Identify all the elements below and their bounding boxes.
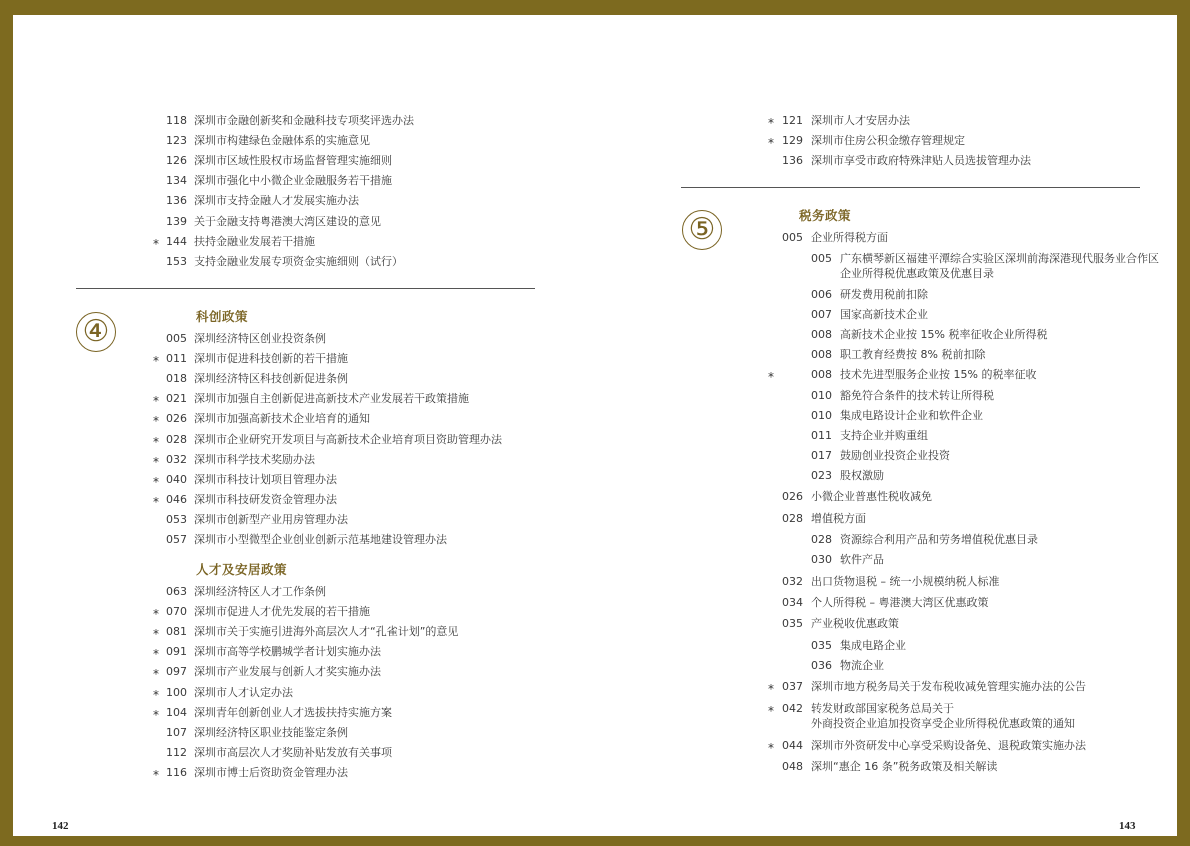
entry-title: 深圳市人才认定办法	[194, 685, 293, 699]
entry-page-number: 121	[782, 114, 803, 127]
entry-title: 高新技术企业按 15% 税率征收企业所得税	[840, 328, 1048, 342]
entry-page-number: 010	[811, 408, 832, 422]
entry-page-number: 032	[782, 574, 803, 588]
asterisk-marker: *	[768, 136, 774, 151]
toc-entry	[13, 213, 593, 231]
entry-title: 物流企业	[840, 658, 884, 672]
toc-entry	[13, 330, 593, 348]
toc-entry	[595, 427, 1175, 445]
section-4-number: ④	[76, 312, 116, 352]
entry-title: 深圳“惠企 16 条”税务政策及相关解读	[811, 760, 998, 773]
asterisk-marker: *	[153, 236, 159, 251]
entry-title: 深圳市小型微型企业创业创新示范基地建设管理办法	[194, 533, 447, 546]
toc-entry	[595, 407, 1175, 425]
toc-entry	[13, 152, 593, 170]
entry-title: 深圳市产业发展与创新人才奖实施办法	[194, 665, 381, 679]
entry-page-number: 139	[166, 214, 187, 228]
toc-entry	[13, 370, 593, 388]
entry-page-number: 017	[811, 448, 832, 462]
toc-entry	[595, 637, 1175, 655]
asterisk-marker: *	[768, 370, 774, 385]
entry-page-number: 046	[166, 492, 187, 506]
entry-title: 关于金融支持粤港澳大湾区建设的意见	[194, 214, 381, 228]
entry-title: 深圳市高等学校鹏城学者计划实施办法	[194, 645, 381, 659]
entry-title: 深圳市人才安居办法	[811, 114, 910, 127]
entry-page-number: 057	[166, 533, 187, 546]
entry-title: 技术先进型服务企业按 15% 的税率征收	[840, 368, 1037, 382]
toc-entry	[595, 551, 1175, 569]
toc-entry	[13, 623, 593, 641]
heading-tech-innovation: 科创政策	[196, 309, 249, 324]
toc-entry	[595, 229, 1175, 247]
entry-page-number: 030	[811, 553, 832, 567]
entry-title: 深圳市高层次人才奖励补贴发放有关事项	[194, 745, 392, 759]
heading-talent-housing: 人才及安居政策	[196, 562, 288, 577]
entry-page-number: 144	[166, 234, 187, 248]
entry-title: 深圳市地方税务局关于发布税收减免管理实施办法的公告	[811, 680, 1086, 694]
entry-title: 扶持金融业发展若干措施	[194, 234, 315, 248]
asterisk-marker: *	[153, 707, 159, 722]
entry-page-number: 091	[166, 645, 187, 659]
entry-title: 资源综合利用产品和劳务增值税优惠目录	[840, 533, 1038, 547]
toc-entry	[595, 387, 1175, 405]
entry-page-number: 023	[811, 468, 832, 482]
toc-entry	[13, 112, 593, 130]
toc-entry	[13, 410, 593, 428]
entry-page-number: 036	[811, 658, 832, 672]
entry-page-number: 005	[811, 252, 832, 266]
entry-page-number: 026	[782, 490, 803, 504]
entry-page-number: 011	[811, 428, 832, 442]
entry-page-number: 100	[166, 685, 187, 699]
toc-entry	[13, 233, 593, 251]
asterisk-marker: *	[768, 682, 774, 697]
entry-page-number: 035	[782, 617, 803, 631]
entry-title: 产业税收优惠政策	[811, 617, 899, 631]
entry-title: 深圳市享受市政府特殊津贴人员选拔管理办法	[811, 154, 1031, 168]
entry-page-number: 104	[166, 705, 187, 719]
toc-entry	[595, 737, 1175, 755]
toc-entry	[13, 583, 593, 601]
entry-page-number: 008	[811, 328, 832, 342]
toc-entry	[595, 615, 1175, 633]
toc-entry	[13, 531, 593, 549]
entry-title: 深圳市创新型产业用房管理办法	[194, 512, 348, 526]
entry-page-number: 123	[166, 134, 187, 148]
asterisk-marker: *	[768, 116, 774, 130]
toc-entry	[595, 467, 1175, 485]
entry-title: 深圳市科技研发资金管理办法	[194, 492, 337, 506]
toc-entry	[595, 594, 1175, 612]
entry-page-number: 006	[811, 288, 832, 301]
entry-title: 鼓励创业投资企业投资	[840, 448, 950, 462]
entry-title: 支持金融业发展专项资金实施细则（试行）	[194, 254, 403, 268]
entry-page-number: 048	[782, 760, 803, 773]
asterisk-marker: *	[153, 607, 159, 622]
entry-title: 深圳市住房公积金缴存管理规定	[811, 134, 965, 148]
asterisk-marker: *	[153, 667, 159, 682]
entry-page-number: 040	[166, 472, 187, 486]
entry-page-number: 008	[811, 368, 832, 382]
entry-page-number: 028	[166, 432, 187, 446]
entry-page-number: 097	[166, 665, 187, 679]
entry-title: 支持企业并购重组	[840, 428, 928, 442]
entry-page-number: 136	[166, 194, 187, 208]
left-page	[13, 15, 595, 836]
toc-entry	[13, 431, 593, 449]
entry-title: 深圳市促进科技创新的若干措施	[194, 352, 348, 366]
entry-page-number: 028	[811, 533, 832, 547]
entry-page-number: 136	[782, 154, 803, 168]
toc-entry	[13, 684, 593, 702]
entry-title: 深圳市金融创新奖和金融科技专项奖评选办法	[194, 114, 414, 127]
toc-entry	[13, 764, 593, 782]
toc-entry	[595, 657, 1175, 675]
toc-entry	[13, 643, 593, 661]
entry-title: 深圳经济特区创业投资条例	[194, 332, 326, 345]
page-number-right: 143	[1119, 820, 1136, 832]
toc-entry	[595, 250, 1175, 281]
entry-page-number: 018	[166, 372, 187, 386]
toc-entry	[595, 531, 1175, 549]
asterisk-marker: *	[153, 474, 159, 489]
toc-entry	[595, 678, 1175, 696]
entry-title: 深圳经济特区科技创新促进条例	[194, 372, 348, 386]
entry-title: 深圳市加强自主创新促进高新技术产业发展若干政策措施	[194, 392, 469, 406]
asterisk-marker: *	[153, 394, 159, 409]
toc-entry	[595, 366, 1175, 384]
toc-entry	[13, 603, 593, 621]
entry-title: 职工教育经费按 8% 税前扣除	[840, 348, 986, 362]
asterisk-marker: *	[153, 354, 159, 369]
entry-page-number: 153	[166, 254, 187, 268]
toc-entry	[595, 346, 1175, 364]
toc-entry	[595, 758, 1175, 776]
toc-entry	[13, 172, 593, 190]
entry-title: 集成电路企业	[840, 638, 906, 652]
entry-title: 深圳经济特区职业技能鉴定条例	[194, 725, 348, 739]
entry-title: 深圳市构建绿色金融体系的实施意见	[194, 134, 370, 148]
entry-title: 深圳市加强高新技术企业培育的通知	[194, 412, 370, 426]
entry-title: 深圳市科技计划项目管理办法	[194, 472, 337, 486]
toc-entry	[595, 510, 1175, 528]
section-divider	[681, 187, 1140, 188]
asterisk-marker: *	[153, 767, 159, 782]
entry-title: 深圳市科学技术奖励办法	[194, 452, 315, 466]
toc-entry	[595, 112, 1175, 130]
entry-page-number: 010	[811, 388, 832, 402]
entry-title: 深圳青年创新创业人才选拔扶持实施方案	[194, 705, 392, 719]
entry-page-number: 063	[166, 585, 187, 598]
entry-title: 研发费用税前扣除	[840, 288, 928, 301]
toc-entry	[13, 471, 593, 489]
toc-entry	[13, 491, 593, 509]
toc-entry	[595, 326, 1175, 344]
entry-title: 深圳市促进人才优先发展的若干措施	[194, 605, 370, 619]
asterisk-marker: *	[153, 647, 159, 662]
entry-page-number: 129	[782, 134, 803, 148]
asterisk-marker: *	[768, 703, 774, 718]
toc-entry	[13, 724, 593, 742]
toc-entry	[595, 573, 1175, 591]
toc-entry	[13, 511, 593, 529]
asterisk-marker: *	[153, 627, 159, 642]
entry-title: 深圳市关于实施引进海外高层次人才“孔雀计划”的意见	[194, 625, 459, 639]
entry-title: 小微企业普惠性税收减免	[811, 490, 932, 504]
toc-entry	[13, 192, 593, 210]
asterisk-marker: *	[153, 687, 159, 702]
entry-page-number: 126	[166, 154, 187, 168]
asterisk-marker: *	[153, 414, 159, 429]
toc-entry	[13, 704, 593, 722]
entry-page-number: 107	[166, 725, 187, 739]
entry-page-number: 034	[782, 596, 803, 609]
entry-title-continued: 外商投资企业追加投资享受企业所得税优惠政策的通知	[811, 716, 1075, 730]
entry-page-number: 118	[166, 114, 187, 127]
book-spread	[13, 15, 1177, 836]
asterisk-marker: *	[153, 434, 159, 449]
entry-page-number: 044	[782, 738, 803, 752]
toc-entry	[13, 390, 593, 408]
toc-entry	[595, 700, 1175, 730]
toc-entry	[13, 744, 593, 762]
entry-page-number: 053	[166, 512, 187, 526]
entry-title: 深圳市博士后资助资金管理办法	[194, 765, 348, 779]
asterisk-marker: *	[153, 494, 159, 509]
entry-title-continued: 企业所得税优惠政策及优惠目录	[840, 267, 994, 281]
entry-title: 转发财政部国家税务总局关于	[811, 701, 954, 715]
entry-title: 深圳市支持金融人才发展实施办法	[194, 194, 359, 208]
toc-entry	[595, 447, 1175, 465]
asterisk-marker: *	[768, 740, 774, 755]
right-page	[595, 15, 1177, 836]
entry-page-number: 037	[782, 680, 803, 694]
toc-entry	[595, 488, 1175, 506]
entry-title: 深圳市外资研发中心享受采购设备免、退税政策实施办法	[811, 738, 1086, 752]
entry-page-number: 035	[811, 638, 832, 652]
toc-entry	[595, 286, 1175, 304]
toc-entry	[13, 132, 593, 150]
entry-title: 出口货物退税 – 统一小规模纳税人标准	[811, 574, 1000, 588]
entry-page-number: 026	[166, 412, 187, 426]
entry-title: 豁免符合条件的技术转让所得税	[840, 388, 994, 402]
entry-title: 深圳市强化中小微企业金融服务若干措施	[194, 174, 392, 188]
entry-page-number: 116	[166, 765, 187, 779]
entry-page-number: 028	[782, 511, 803, 525]
entry-title: 深圳市区域性股权市场监督管理实施细则	[194, 154, 392, 168]
page-number-left: 142	[52, 820, 69, 832]
entry-title: 股权激励	[840, 468, 884, 482]
asterisk-marker: *	[153, 454, 159, 469]
toc-entry	[595, 306, 1175, 324]
entry-page-number: 032	[166, 452, 187, 466]
heading-tax-policy: 税务政策	[799, 208, 852, 223]
toc-entry	[595, 152, 1175, 170]
entry-title: 个人所得税 – 粤港澳大湾区优惠政策	[811, 596, 989, 609]
section-divider	[76, 288, 535, 289]
entry-page-number: 070	[166, 605, 187, 619]
entry-title: 企业所得税方面	[811, 231, 888, 244]
entry-title: 广东横琴新区福建平潭综合实验区深圳前海深港现代服务业合作区	[840, 252, 1159, 266]
entry-title: 集成电路设计企业和软件企业	[840, 408, 983, 422]
section-5-number: ⑤	[682, 210, 722, 250]
entry-page-number: 007	[811, 308, 832, 322]
entry-title: 国家高新技术企业	[840, 308, 928, 322]
entry-title: 增值税方面	[811, 511, 866, 525]
entry-page-number: 021	[166, 392, 187, 406]
toc-entry	[13, 663, 593, 681]
entry-page-number: 005	[166, 332, 187, 345]
entry-title: 深圳经济特区人才工作条例	[194, 585, 326, 598]
entry-page-number: 112	[166, 745, 187, 759]
entry-page-number: 011	[166, 352, 187, 366]
toc-entry	[13, 350, 593, 368]
toc-entry	[595, 132, 1175, 150]
toc-entry	[13, 253, 593, 271]
entry-page-number: 134	[166, 174, 187, 188]
entry-page-number: 042	[782, 701, 803, 715]
entry-page-number: 005	[782, 231, 803, 244]
entry-title: 深圳市企业研究开发项目与高新技术企业培育项目资助管理办法	[194, 432, 502, 446]
toc-entry	[13, 451, 593, 469]
entry-page-number: 081	[166, 625, 187, 639]
entry-page-number: 008	[811, 348, 832, 362]
entry-title: 软件产品	[840, 553, 884, 567]
